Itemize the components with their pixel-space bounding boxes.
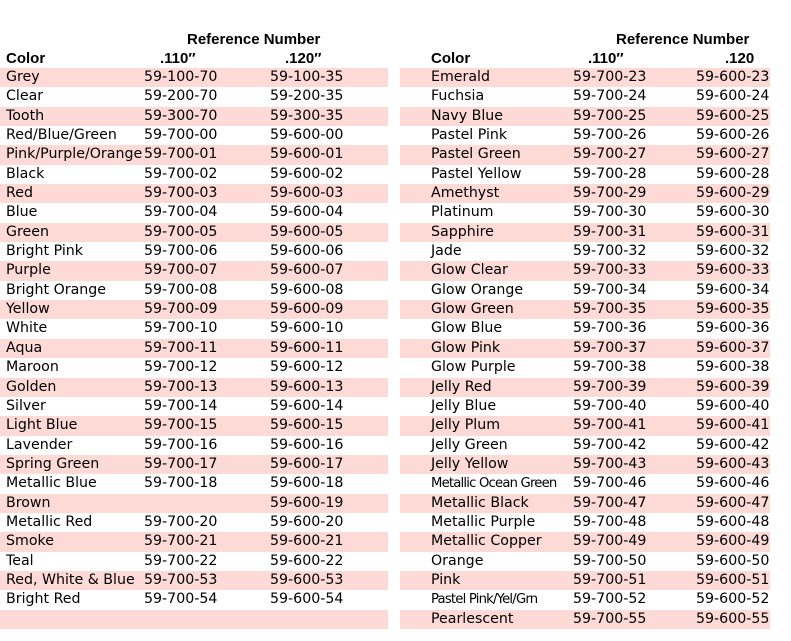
ref-110-cell: 59-700-42 — [573, 436, 647, 453]
table-row — [0, 455, 388, 474]
ref-120-cell: 59-600-48 — [696, 513, 770, 530]
ref-120-cell: 59-600-55 — [696, 610, 770, 627]
ref-120-cell: 59-600-33 — [696, 262, 770, 279]
ref-120-cell: 59-300-35 — [270, 107, 344, 124]
ref-110-cell: 59-700-52 — [573, 591, 647, 608]
table-row — [0, 358, 388, 377]
ref-120-cell: 59-600-52 — [696, 591, 770, 608]
table-row — [400, 610, 770, 629]
table-row — [0, 261, 388, 280]
ref-110-cell: 59-700-07 — [144, 262, 218, 279]
color-cell: Yellow — [6, 301, 50, 318]
color-cell: Red/Blue/Green — [6, 127, 117, 144]
ref-120-cell: 59-600-25 — [696, 107, 770, 124]
ref-110-cell: 59-700-05 — [144, 223, 218, 240]
ref-120-cell: 59-600-17 — [270, 455, 344, 472]
ref-120-cell: 59-600-36 — [696, 320, 770, 337]
table-row — [400, 532, 770, 551]
table-row — [400, 223, 770, 242]
ref-120-cell: 59-600-14 — [270, 397, 344, 414]
ref-110-cell: 59-700-12 — [144, 359, 218, 376]
ref-120-cell: 59-600-04 — [270, 204, 344, 221]
color-cell: Pink/Purple/Orange — [6, 146, 143, 163]
ref-120-cell: 59-600-21 — [270, 533, 344, 550]
ref-120-cell: 59-600-30 — [696, 204, 770, 221]
ref-110-cell: 59-700-10 — [144, 320, 218, 337]
color-cell: Green — [6, 223, 49, 240]
ref-120-cell: 59-600-00 — [270, 127, 344, 144]
ref-120-cell: 59-600-49 — [696, 533, 770, 550]
table-row — [0, 416, 388, 435]
ref-120-cell: 59-600-40 — [696, 397, 770, 414]
table-row — [0, 165, 388, 184]
right-rows — [400, 68, 770, 629]
ref-110-cell: 59-700-24 — [573, 88, 647, 105]
ref-120-cell: 59-600-47 — [696, 494, 770, 511]
table-row — [0, 494, 388, 513]
ref-120-cell: 59-600-41 — [696, 417, 770, 434]
ref-120-cell: 59-600-38 — [696, 359, 770, 376]
table-row — [400, 416, 770, 435]
ref-110-cell: 59-700-41 — [573, 417, 647, 434]
color-cell: Glow Green — [431, 301, 514, 318]
left-rows — [0, 68, 388, 629]
table-row — [0, 184, 388, 203]
ref-110-cell: 59-700-34 — [573, 281, 647, 298]
table-row — [400, 242, 770, 261]
table-row — [400, 436, 770, 455]
ref-110-cell: 59-700-11 — [144, 339, 218, 356]
table-row — [400, 126, 770, 145]
ref-110-cell: 59-700-14 — [144, 397, 218, 414]
col-120-header: .120″ — [285, 50, 322, 67]
ref-120-cell: 59-600-34 — [696, 281, 770, 298]
ref-120-cell: 59-600-51 — [696, 571, 770, 588]
color-cell: Fuchsia — [431, 88, 485, 105]
reference-number-header: Reference Number — [187, 31, 321, 48]
ref-110-cell: 59-700-54 — [144, 591, 218, 608]
color-cell: Glow Blue — [431, 320, 503, 337]
ref-120-cell: 59-600-46 — [696, 475, 770, 492]
color-cell: Jelly Blue — [431, 397, 497, 414]
ref-110-cell: 59-700-02 — [144, 165, 218, 182]
color-cell: Jelly Green — [431, 436, 508, 453]
col-110-header: .110″ — [160, 50, 196, 67]
table-row — [0, 203, 388, 222]
color-cell: Bright Red — [6, 591, 81, 608]
table-row — [0, 223, 388, 242]
table-row — [400, 358, 770, 377]
ref-110-cell: 59-700-25 — [573, 107, 647, 124]
color-cell: White — [6, 320, 48, 337]
color-cell: Teal — [6, 552, 34, 569]
color-cell: Metallic Purple — [431, 513, 536, 530]
color-cell: Sapphire — [431, 223, 494, 240]
table-row — [0, 281, 388, 300]
ref-120-cell: 59-600-53 — [270, 571, 344, 588]
ref-110-cell: 59-700-31 — [573, 223, 647, 240]
table-row — [0, 571, 388, 590]
ref-110-cell: 59-700-39 — [573, 378, 647, 395]
ref-120-cell: 59-600-24 — [696, 88, 770, 105]
color-cell: Pearlescent — [431, 610, 514, 627]
reference-number-header: Reference Number — [616, 31, 750, 48]
color-cell: Spring Green — [6, 455, 100, 472]
ref-120-cell: 59-600-15 — [270, 417, 344, 434]
color-cell: Metallic Copper — [431, 533, 542, 550]
ref-120-cell: 59-600-05 — [270, 223, 344, 240]
ref-120-cell: 59-600-54 — [270, 591, 344, 608]
ref-120-cell: 59-600-11 — [270, 339, 344, 356]
ref-120-cell: 59-600-37 — [696, 339, 770, 356]
ref-110-cell: 59-700-17 — [144, 455, 218, 472]
table-row — [400, 378, 770, 397]
ref-110-cell: 59-700-35 — [573, 301, 647, 318]
color-column-header: Color — [6, 50, 46, 67]
table-row — [400, 87, 770, 106]
ref-110-cell: 59-700-01 — [144, 146, 218, 163]
ref-110-cell: 59-700-00 — [144, 127, 218, 144]
table-row — [400, 203, 770, 222]
color-cell: Grey — [6, 69, 40, 85]
ref-110-cell: 59-700-43 — [573, 455, 647, 472]
table-row — [0, 68, 388, 87]
color-cell: Aqua — [6, 339, 43, 356]
ref-120-cell: 59-600-07 — [270, 262, 344, 279]
ref-110-cell: 59-700-09 — [144, 301, 218, 318]
color-cell: Pastel Pink/Yel/Grn — [431, 592, 538, 608]
ref-110-cell: 59-700-51 — [573, 571, 647, 588]
ref-120-cell: 59-600-20 — [270, 513, 344, 530]
ref-120-cell: 59-600-22 — [270, 552, 344, 569]
ref-110-cell: 59-700-04 — [144, 204, 218, 221]
table-row — [400, 300, 770, 319]
color-cell: Black — [6, 165, 45, 182]
table-row — [400, 165, 770, 184]
color-cell: Tooth — [6, 107, 45, 124]
color-cell: Red — [6, 185, 33, 202]
ref-120-cell: 59-600-06 — [270, 243, 344, 260]
ref-110-cell: 59-200-70 — [144, 88, 218, 105]
ref-110-cell: 59-700-29 — [573, 185, 647, 202]
color-cell: Red, White & Blue — [6, 571, 135, 588]
color-cell: Jelly Plum — [431, 417, 501, 434]
color-cell: Smoke — [6, 533, 54, 550]
ref-110-cell: 59-700-22 — [144, 552, 218, 569]
table-row — [400, 107, 770, 126]
ref-110-cell: 59-700-37 — [573, 339, 647, 356]
table-row — [0, 552, 388, 571]
table-row — [400, 474, 770, 493]
ref-120-cell: 59-600-01 — [270, 146, 344, 163]
table-row — [0, 107, 388, 126]
table-row — [0, 87, 388, 106]
color-cell: Maroon — [6, 359, 59, 376]
color-column-header: Color — [431, 50, 471, 67]
table-row — [0, 610, 388, 629]
color-cell: Purple — [6, 262, 51, 279]
ref-120-cell: 59-600-43 — [696, 455, 770, 472]
ref-110-cell: 59-700-55 — [573, 610, 647, 627]
table-row — [400, 68, 770, 87]
color-cell: Glow Orange — [431, 281, 524, 298]
table-row — [0, 126, 388, 145]
ref-110-cell: 59-700-50 — [573, 552, 647, 569]
table-row — [0, 319, 388, 338]
color-cell: Glow Pink — [431, 339, 501, 356]
ref-110-cell: 59-700-06 — [144, 243, 218, 260]
table-row — [0, 145, 388, 164]
color-cell: Lavender — [6, 436, 73, 453]
ref-110-cell: 59-700-08 — [144, 281, 218, 298]
color-cell: Glow Purple — [431, 359, 516, 376]
color-cell: Metallic Ocean Green — [431, 476, 557, 492]
ref-110-cell: 59-700-23 — [573, 69, 647, 85]
ref-110-cell: 59-700-26 — [573, 127, 647, 144]
ref-120-cell: 59-100-35 — [270, 69, 344, 85]
color-cell: Silver — [6, 397, 46, 414]
table-row — [400, 319, 770, 338]
table-row — [0, 513, 388, 532]
ref-120-cell: 59-600-09 — [270, 301, 344, 318]
ref-120-cell: 59-600-23 — [696, 69, 770, 85]
table-row — [0, 378, 388, 397]
table-row — [400, 145, 770, 164]
ref-110-cell: 59-700-40 — [573, 397, 647, 414]
color-cell: Metallic Black — [431, 494, 529, 511]
ref-120-cell: 59-600-16 — [270, 436, 344, 453]
ref-120-cell: 59-600-02 — [270, 165, 344, 182]
color-cell: Platinum — [431, 204, 494, 221]
ref-110-cell: 59-700-47 — [573, 494, 647, 511]
ref-110-cell: 59-700-36 — [573, 320, 647, 337]
ref-110-cell: 59-700-18 — [144, 475, 218, 492]
col-120-header: .120 — [725, 50, 755, 67]
ref-120-cell: 59-600-29 — [696, 185, 770, 202]
ref-110-cell: 59-700-28 — [573, 165, 647, 182]
table-row — [400, 261, 770, 280]
color-cell: Jelly Yellow — [431, 455, 509, 472]
table-row — [400, 397, 770, 416]
table-row — [0, 397, 388, 416]
ref-110-cell: 59-700-32 — [573, 243, 647, 260]
color-cell: Pastel Pink — [431, 127, 508, 144]
ref-120-cell: 59-600-12 — [270, 359, 344, 376]
table-row — [400, 513, 770, 532]
table-row — [0, 300, 388, 319]
ref-120-cell: 59-600-10 — [270, 320, 344, 337]
ref-120-cell: 59-600-42 — [696, 436, 770, 453]
color-cell: Amethyst — [431, 185, 500, 202]
ref-110-cell: 59-700-03 — [144, 185, 218, 202]
color-cell: Bright Orange — [6, 281, 106, 298]
color-cell: Navy Blue — [431, 107, 504, 124]
ref-110-cell: 59-700-53 — [144, 571, 218, 588]
col-110-header: .110″ — [588, 50, 624, 67]
ref-110-cell: 59-700-46 — [573, 475, 647, 492]
ref-110-cell: 59-700-27 — [573, 146, 647, 163]
table-row — [0, 242, 388, 261]
color-cell: Metallic Blue — [6, 475, 97, 492]
ref-110-cell: 59-300-70 — [144, 107, 218, 124]
ref-110-cell: 59-700-38 — [573, 359, 647, 376]
ref-110-cell: 59-700-30 — [573, 204, 647, 221]
table-row — [0, 474, 388, 493]
color-cell: Clear — [6, 88, 44, 105]
color-cell: Pastel Green — [431, 146, 521, 163]
ref-120-cell: 59-600-03 — [270, 185, 344, 202]
ref-110-cell: 59-700-16 — [144, 436, 218, 453]
table-row — [400, 552, 770, 571]
table-row — [400, 590, 770, 609]
ref-120-cell: 59-600-35 — [696, 301, 770, 318]
ref-110-cell: 59-700-13 — [144, 378, 218, 395]
ref-120-cell: 59-600-26 — [696, 127, 770, 144]
color-cell: Metallic Red — [6, 513, 93, 530]
table-row — [0, 532, 388, 551]
color-cell: Brown — [6, 494, 51, 511]
ref-120-cell: 59-600-27 — [696, 146, 770, 163]
color-cell: Glow Clear — [431, 262, 508, 279]
color-cell: Golden — [6, 378, 57, 395]
ref-120-cell: 59-600-13 — [270, 378, 344, 395]
table-row — [0, 436, 388, 455]
table-row — [0, 590, 388, 609]
table-row — [0, 339, 388, 358]
table-row — [400, 281, 770, 300]
color-cell: Light Blue — [6, 417, 78, 434]
table-row — [400, 571, 770, 590]
color-cell: Pastel Yellow — [431, 165, 522, 182]
ref-120-cell: 59-600-08 — [270, 281, 344, 298]
ref-120-cell: 59-600-28 — [696, 165, 770, 182]
ref-110-cell: 59-100-70 — [144, 69, 218, 85]
table-row — [400, 339, 770, 358]
ref-110-cell: 59-700-20 — [144, 513, 218, 530]
ref-120-cell: 59-600-19 — [270, 494, 344, 511]
ref-120-cell: 59-200-35 — [270, 88, 344, 105]
ref-110-cell: 59-700-48 — [573, 513, 647, 530]
table-row — [400, 494, 770, 513]
table-row — [400, 455, 770, 474]
color-cell: Bright Pink — [6, 243, 83, 260]
color-cell: Orange — [431, 552, 484, 569]
ref-120-cell: 59-600-18 — [270, 475, 344, 492]
ref-120-cell: 59-600-39 — [696, 378, 770, 395]
color-cell: Emerald — [431, 69, 490, 85]
color-cell: Pink — [431, 571, 461, 588]
ref-110-cell: 59-700-33 — [573, 262, 647, 279]
color-cell: Blue — [6, 204, 38, 221]
ref-110-cell: 59-700-49 — [573, 533, 647, 550]
ref-120-cell: 59-600-31 — [696, 223, 770, 240]
ref-110-cell: 59-700-15 — [144, 417, 218, 434]
ref-120-cell: 59-600-50 — [696, 552, 770, 569]
color-cell: Jelly Red — [431, 378, 492, 395]
ref-120-cell: 59-600-32 — [696, 243, 770, 260]
color-cell: Jade — [431, 243, 462, 260]
table-row — [400, 184, 770, 203]
ref-110-cell: 59-700-21 — [144, 533, 218, 550]
